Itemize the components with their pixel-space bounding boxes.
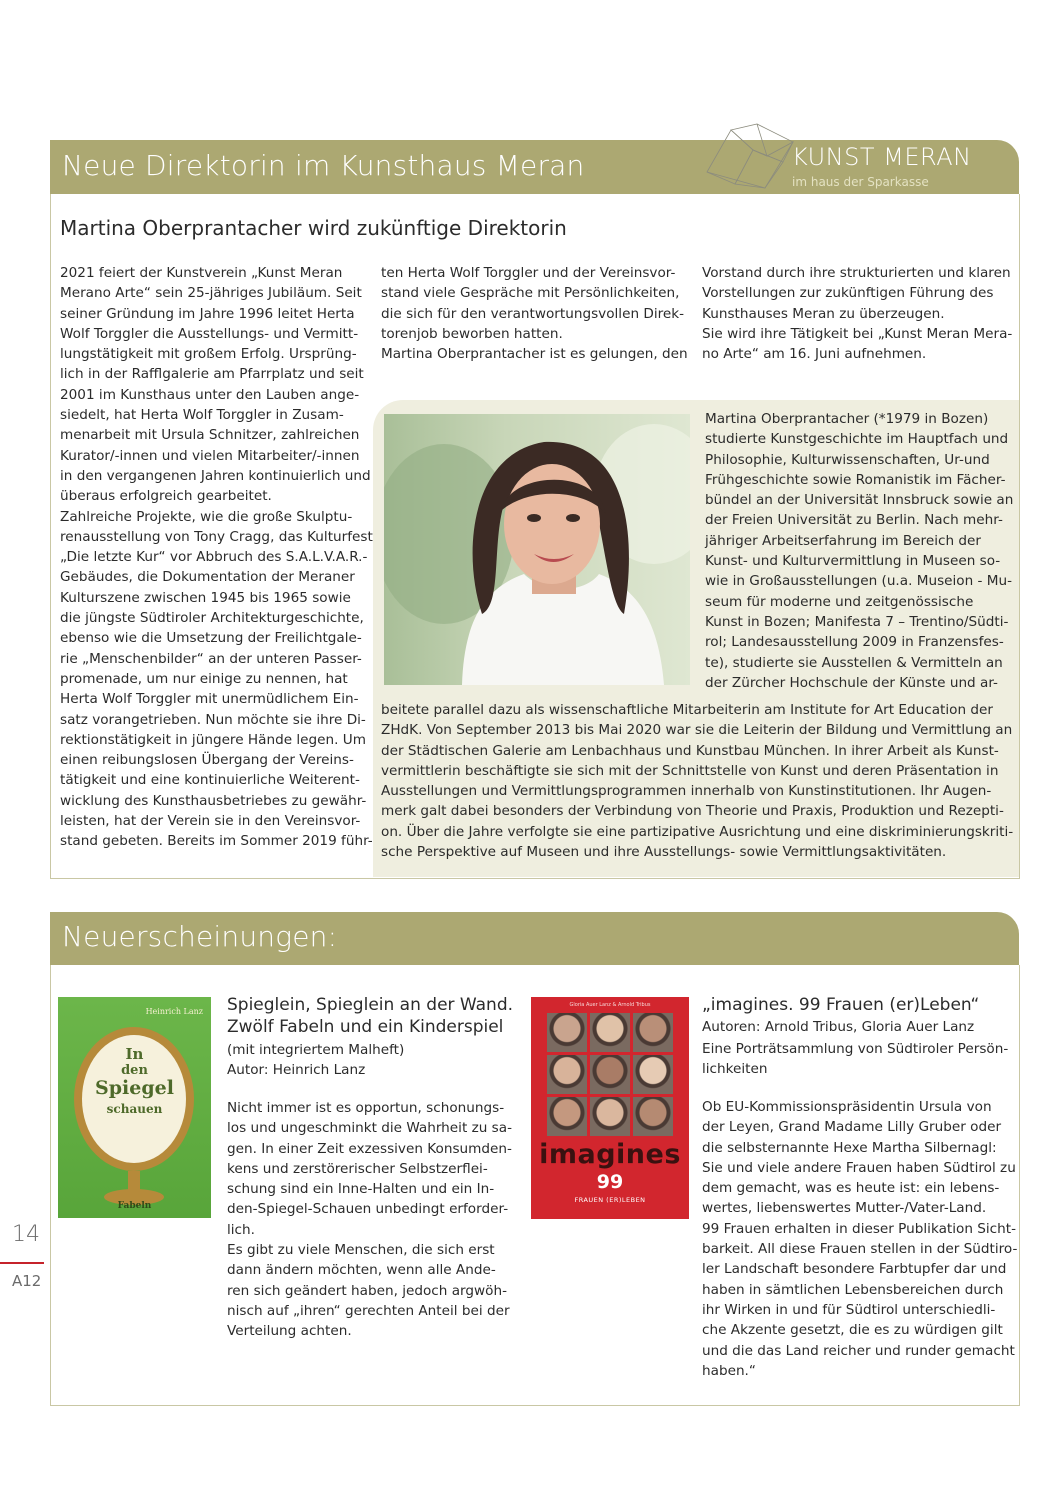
text-line: ZHdK. Von September 2013 bis Mai 2020 war sie die Leiterin der Bildung und Vermittlung an [381,722,1013,739]
text-line: Es gibt zu viele Menschen, die sich erst [227,1242,495,1259]
cover-portrait-tile [547,1055,587,1094]
text-line: Kurator/-innen und vielen Mitarbeiter/-innen [60,447,360,464]
book1-author: Autor: Heinrich Lanz [227,1062,366,1078]
text-line: lungstätigkeit mit großem Erfolg. Ursprüng- [60,346,357,363]
text-line: wicklung des Kunsthausbetriebes zu gewähr- [60,792,367,809]
cover-subtitle: FRAUEN (ER)LEBEN [574,1196,646,1204]
text-line: satz vorangetrieben. Nun möchte sie ihre Di- [60,711,366,728]
text-line: los und ungeschminkt die Wahrheit zu sa- [227,1120,512,1137]
text-line: Wolf Torggler die Ausstellungs- und Vermitt- [60,325,359,342]
cover-portrait-tile [547,1097,587,1136]
text-line: Philosophie, Kulturwissenschaften, Ur-und [705,451,990,468]
cover-title-line-2: den [121,1063,148,1078]
text-line: lichkeiten [702,1061,768,1078]
text-line: lich. [227,1221,255,1238]
cover-portrait-tile [633,1097,673,1136]
text-line: leisten, hat der Verein sie in den Vereinsvor- [60,813,361,830]
section-header-bar [50,140,1019,194]
cover-portrait-grid [547,1013,673,1137]
book1-note: (mit integriertem Malheft) [227,1042,405,1058]
text-line: Kunst- und Kulturvermittlung in Museen so- [705,553,1001,570]
text-line: ren sich geändert haben, jedoch argwöh- [227,1282,507,1299]
text-line: kens und zerstörerischer Selbstzerflei- [227,1160,488,1177]
text-line: stand viele Gespräche mit Persönlichkeiten, [381,285,680,302]
text-line: rektionstätigkeit in jüngere Hände legen. Um [60,731,366,748]
text-line: studierte Kunstgeschichte im Hauptfach und [705,431,1009,448]
section-title: Neuerscheinungen: [62,920,338,953]
text-line: vermittlerin beschäftigte sie sich mit der Schnittstelle von Kunst und deren Präsentation in [381,762,999,779]
text-line: 2021 feiert der Kunstverein „Kunst Meran [60,265,343,281]
text-line: 99 Frauen erhalten in dieser Publikation Sicht- [702,1220,1016,1237]
text-line: Vorstellungen zur zukünftigen Führung des [702,285,994,302]
text-line: ler Landschaft besondere Farbtupfer dar und [702,1261,1007,1278]
text-line: 2001 im Kunsthaus unter den Lauben ange- [60,386,360,403]
text-line: der Freien Universität zu Berlin. Nach mehr- [705,512,1003,529]
text-line: promenade, um nur einige zu nennen, hat [60,670,348,687]
text-line: Ausstellungen und Vermittlungsprogrammen innerhalb von Kunstinstitutionen. Ihr Augen- [381,783,992,800]
page-number: 14 [12,1222,40,1247]
cover-number: 99 [596,1171,624,1193]
book1-title-1: Spieglein, Spieglein an der Wand. [227,995,514,1015]
text-line: der Zürcher Hochschule der Künste und ar- [705,674,998,691]
text-line: die sich für den verantwortungsvollen Direk- [381,305,685,322]
book1-title-2: Zwölf Fabeln und ein Kinderspiel [227,1017,504,1037]
text-line: der Städtischen Galerie am Lenbachhaus und Kunstbau München. In ihrer Arbeit als Kunst- [381,742,999,759]
text-line: merk galt dabei besonders der Verbindung von Theorie und Praxis, Produktion und Rezepti- [381,803,1004,820]
book2-description [702,1039,1008,1080]
text-line: und die das Land reicher und runder gemacht [702,1342,1015,1359]
text-line: bündel an der Universität Innsbruck sowie an [705,492,1014,509]
text-line: Kunst in Bozen; Manifesta 7 – Trentino/Südti- [705,613,1009,630]
text-line: Zahlreiche Projekte, wie die große Skulptu- [60,508,353,525]
text-line: renausstellung von Tony Cragg, das Kulturfest [60,528,373,545]
text-line: Vorstand durch ihre strukturierten und klaren [702,265,1011,281]
text-line: tätigkeit und eine kontinuierliche Weiterent- [60,772,360,789]
text-line: die jüngste Südtiroler Architekturgeschichte, [60,610,364,627]
text-line: dann ändern möchten, wenn alle Ande- [227,1262,496,1279]
text-line: Eine Porträtsammlung von Südtiroler Persön- [702,1041,1009,1057]
text-line: in den vergangenen Jahren kontinuierlich und [60,467,371,484]
text-line: ten Herta Wolf Torggler und der Vereinsvor- [381,265,676,281]
book2-text [702,1097,1017,1381]
logo-name: KUNST MERAN [792,143,972,171]
text-line: siedelt, hat Herta Wolf Torggler in Zusam- [60,407,344,424]
text-line: Nicht immer ist es opportun, schonungs- [227,1100,505,1116]
logo-tagline: im haus der Sparkasse [792,175,929,189]
text-line: Ob EU-Kommissionspräsidentin Ursula von [702,1099,992,1115]
cover-portrait-tile [633,1055,673,1094]
book2-title: „imagines. 99 Frauen (er)Leben“ [702,995,980,1015]
text-line: on. Über die Jahre verfolgte sie eine partizipative Ausrichtung und eine diskriminierungskriti- [381,823,1014,840]
text-line: te), studierte sie Ausstellen & Vermitteln an [705,654,1003,671]
portrait-photo [384,414,690,685]
cover-title-line-1: In [125,1045,144,1063]
text-line: ebenso wie die Umsetzung der Freilichtgale- [60,630,362,647]
text-line: dem gemacht, was es heute ist: ein lebens- [702,1180,1000,1197]
cover-portrait-tile [590,1097,630,1136]
cover-authors: Gloria Auer Lanz & Arnold Tribus [569,1002,651,1008]
text-line: nisch auf „ihren“ gerechten Anteil bei der [227,1302,510,1319]
text-line: seiner Gründung im Jahre 1996 leitet Herta [60,305,355,322]
book-cover-imagines [531,997,689,1219]
article-column-3 [702,263,1012,364]
text-line: beitete parallel dazu als wissenschaftliche Mitarbeiterin am Institute for Art Education der [381,702,993,718]
text-line: haben in sämtlichen Lebensbereichen durch [702,1281,1004,1298]
text-line: Martina Oberprantacher ist es gelungen, den [381,346,688,363]
text-line: „Die letzte Kur“ vor Abbruch des S.A.L.V.A.R.- [60,549,368,566]
text-line: einen reibungslosen Übergang der Vereins- [60,752,354,769]
text-line: Sie und viele andere Frauen haben Südtirol zu [702,1159,1016,1176]
cover-title: imagines [539,1139,681,1170]
text-line: wertes, liebenswertes Mutter-/Vater-Land. [702,1200,987,1217]
bio-right-text [705,409,1013,693]
section-header-bar [50,912,1019,965]
text-line: Martina Oberprantacher (*1979 in Bozen) [705,411,989,427]
text-line: die selbsternannte Hexe Martha Silbernagl: [702,1139,997,1156]
text-line: torenjob beworben hatten. [381,325,563,342]
text-line: gen. In einer Zeit exzessiven Konsumden- [227,1140,512,1157]
article-subtitle: Martina Oberprantacher wird zukünftige Direktorin [60,216,567,240]
text-line: der Leyen, Grand Madame Lilly Gruber oder [702,1119,1002,1136]
text-line: Verteilung achten. [227,1323,352,1340]
text-line: Merano Arte“ sein 25-jähriges Jubiläum. Seit [60,285,362,302]
text-line: haben.“ [702,1362,756,1379]
cover-portrait-tile [590,1055,630,1094]
text-line: barkeit. All diese Frauen stellen in der Südtiro- [702,1241,1018,1258]
section-title: Neue Direktorin im Kunsthaus Meran [62,149,585,182]
book2-authors: Autoren: Arnold Tribus, Gloria Auer Lanz [702,1019,975,1035]
text-line: den-Spiegel-Schauen unbedingt erforder- [227,1201,509,1218]
cover-title-line-3: Spiegel [95,1077,174,1099]
cover-title-line-4: schauen [106,1102,163,1116]
article-column-1 [60,263,373,852]
article-column-2 [381,263,688,364]
text-line: menarbeit mit Ursula Schnitzer, zahlreichen [60,427,360,444]
text-line: schung sind ein Inne-Halten und ein In- [227,1181,495,1198]
page-number-divider [0,1262,44,1264]
bio-bottom-text [381,700,1013,862]
cover-portrait-tile [547,1013,587,1052]
book1-text [227,1098,512,1342]
text-line: Frühgeschichte sowie Romanistik im Fächer- [705,471,1006,488]
text-line: ihr Wirken in und für Südtirol unterschiedli- [702,1301,996,1318]
text-line: stand gebeten. Bereits im Sommer 2019 führ- [60,833,373,850]
text-line: no Arte“ am 16. Juni aufnehmen. [702,346,927,363]
text-line: Gebäudes, die Dokumentation der Meraner [60,569,355,586]
book-cover-spiegel [58,997,211,1218]
text-line: seum für moderne und zeitgenössische [705,593,974,610]
text-line: Kulturszene zwischen 1945 bis 1965 sowie [60,589,351,606]
text-line: rie „Menschenbilder“ an der unteren Passer- [60,650,362,667]
cover-portrait-tile [590,1013,630,1052]
cover-author: Heinrich Lanz [145,1007,203,1016]
text-line: jähriger Arbeitserfahrung im Bereich der [705,532,981,549]
text-line: lich in der Rafflgalerie am Pfarrplatz und seit [60,366,364,383]
text-line: Sie wird ihre Tätigkeit bei „Kunst Meran Mera- [702,325,1013,342]
page-code: A12 [12,1272,42,1290]
text-line: wie in Großausstellungen (u.a. Museion - Mu- [705,573,1013,590]
text-line: che Akzente gesetzt, die es zu würdigen gilt [702,1322,1003,1339]
text-line: Kunsthauses Meran zu überzeugen. [702,305,945,322]
text-line: rol; Landesausstellung 2009 in Franzensfes- [705,634,1004,651]
text-line: sche Perspektive auf Museen und ihre Ausstellungs- sowie Vermittlungsaktivitäten. [381,844,947,861]
cover-footer: Fabeln [117,1201,152,1211]
text-line: überaus erfolgreich gearbeitet. [60,488,272,505]
text-line: Herta Wolf Torggler mit unermüdlichem Ein- [60,691,359,708]
cover-portrait-tile [633,1013,673,1052]
